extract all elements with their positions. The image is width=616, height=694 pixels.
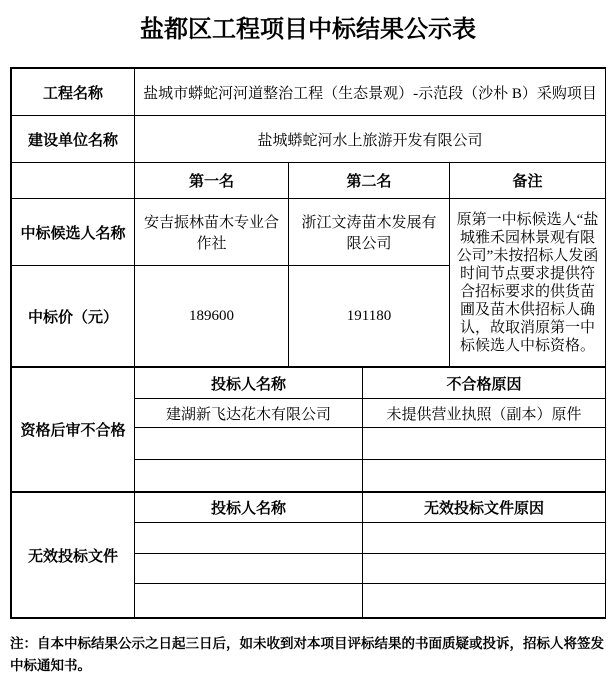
unqualified-header-row — [12, 368, 606, 399]
bid-result-table — [10, 67, 606, 619]
project-name-row — [12, 69, 606, 116]
invalid-bidder-cell — [135, 584, 363, 618]
price-label: 中标价（元） — [12, 266, 135, 367]
remark-header: 备注 — [450, 163, 606, 199]
unqualified-reason-cell — [363, 460, 606, 492]
invalid-bidder-header: 投标人名称 — [135, 493, 363, 523]
rank-header-empty-cell — [12, 163, 135, 199]
rank-first-header: 第一名 — [135, 163, 289, 199]
unqualified-bidder-header: 投标人名称 — [135, 368, 363, 399]
unqualified-reason-header: 不合格原因 — [363, 368, 606, 399]
unqualified-bidder-cell: 建湖新飞达花木有限公司 — [135, 399, 363, 428]
invalid-reason-cell — [363, 554, 606, 584]
main-info-table — [11, 68, 606, 367]
price-first-value: 189600 — [135, 266, 289, 367]
invalid-reason-cell — [363, 523, 606, 554]
invalid-section-label: 无效投标文件 — [12, 493, 135, 618]
unqualified-bidder-cell — [135, 460, 363, 492]
project-name-label: 工程名称 — [12, 69, 135, 116]
invalid-reason-cell — [363, 584, 606, 618]
candidates-row — [12, 199, 606, 266]
unqualified-reason-cell: 未提供营业执照（副本）原件 — [363, 399, 606, 428]
unqualified-section-label: 资格后审不合格 — [12, 368, 135, 492]
invalid-bidder-cell — [135, 523, 363, 554]
candidate-second-value: 浙江文涛苗木发展有限公司 — [289, 199, 450, 266]
unqualified-reason-cell — [363, 428, 606, 460]
invalid-header-row — [12, 493, 606, 523]
page-title: 盐都区工程项目中标结果公示表 — [140, 16, 476, 43]
invalid-bid-section-table — [11, 492, 606, 618]
rank-second-header: 第二名 — [289, 163, 450, 199]
owner-value: 盐城蟒蛇河水上旅游开发有限公司 — [135, 116, 606, 163]
candidate-first-value: 安吉振林苗木专业合作社 — [135, 199, 289, 266]
invalid-reason-header: 无效投标文件原因 — [363, 493, 606, 523]
announcement-page — [0, 12, 616, 677]
rank-header-row — [12, 163, 606, 199]
owner-row — [12, 116, 606, 163]
unqualified-bidder-cell — [135, 428, 363, 460]
remark-value: 原第一中标候选人“盐城雅禾园林景观有限公司”未按招标人发函时间节点要求提供符合招标要求的供货苗圃及苗木供招标人确认，故取消原第一中标候选人中标资格。 — [450, 199, 606, 367]
invalid-bidder-cell — [135, 554, 363, 584]
price-second-value: 191180 — [289, 266, 450, 367]
project-name-value: 盐城市蟒蛇河河道整治工程（生态景观）-示范段（沙朴 B）采购项目 — [135, 69, 606, 116]
footer-note: 注：自本中标结果公示之日起三日后，如未收到对本项目评标结果的书面质疑或投诉，招标人将签发中标通知书。 — [10, 636, 604, 673]
unqualified-section-table — [11, 367, 606, 492]
candidates-label: 中标候选人名称 — [12, 199, 135, 266]
owner-label: 建设单位名称 — [12, 116, 135, 163]
